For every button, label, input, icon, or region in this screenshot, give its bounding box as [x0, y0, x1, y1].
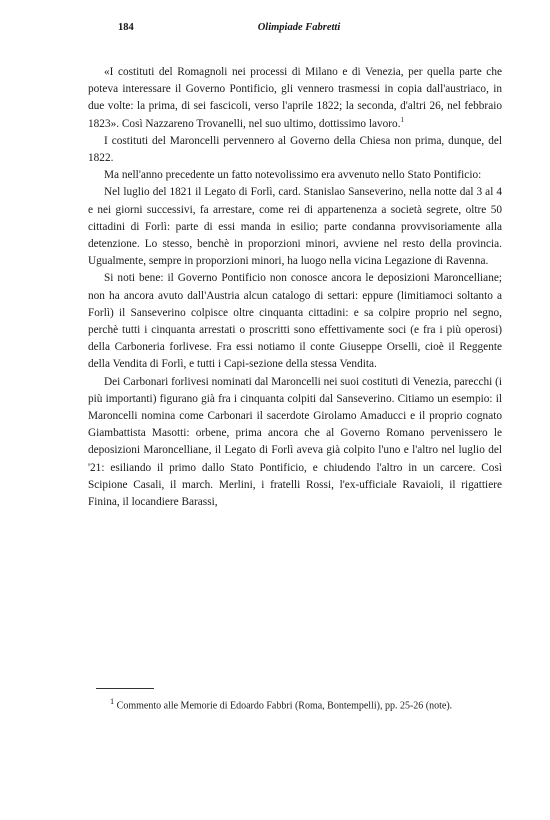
paragraph: Si noti bene: il Governo Pontificio non conosce ancora le deposizioni Maroncelliane; non ha ancora avuto dall'Austria alcun catalogo di settari: eppure (limitiamoci soltanto a Forlì) il Sanseverino colpisce oltre cinquanta cittadini: e sa colpire proprio nel segno, perchè tutti i cinquanta arrestati o proscritti sono effettivamente soci (e fra i più operosi) della Carboneria forlivese. Fra essi notiamo il conte Giuseppe Orselli, cioè il Reggente della Vendita di Forlì, e tutti i Capi-sezione della stessa Vendita.: [88, 272, 502, 371]
footnote-reference: 1: [400, 115, 405, 124]
paragraph: Nel luglio del 1821 il Legato di Forlì, card. Stanislao Sanseverino, nella notte dal 3 al 4 e nei giorni successivi, fa arrestare, come rei di appartenenza a società segrete, oltre 50 cittadini di Forlì: parte di essi manda in esilio; parte condanna provvisoriamente alla detenzione. Lo stesso, benchè in proporzioni minori, avviene nel resto della provincia. Ugualmente, sempre in proporzioni minori, ha luogo nella vicina Legazione di Ravenna.: [88, 186, 502, 268]
footnote-marker: 1: [110, 697, 115, 706]
footnote-text: Commento alle Memorie di Edoardo Fabbri (Roma, Bontempelli), pp. 25-26 (note).: [116, 700, 453, 712]
page-number: 184: [118, 22, 134, 33]
paragraph: Dei Carbonari forlivesi nominati dal Maroncelli nei suoi costituti di Venezia, parecchi (i più importanti) figurano già fra i cinquanta colpiti dal Sanseverino. Citiamo un esempio: il Maroncelli nomina come Carbonari il sacerdote Girolamo Amaducci e il proprio cognato Giambattista Masotti: orbene, prima ancora che al Governo Romano pervenissero le deposizioni Maroncelliane, il Legato di Forlì aveva già colpito l'uno e l'altro nel luglio del '21: esiliando il primo dallo Stato Pontificio, e chiudendo l'altro in un carcere. Così Scipione Casali, il march. Merlini, i fratelli Rossi, l'ex-ufficiale Ravaioli, il rigattiere Finina, il locandiere Barassi,: [88, 375, 502, 509]
paragraph: «I costituti del Romagnoli nei processi di Milano e di Venezia, per quella parte che poteva interessare il Governo Pontificio, gli vennero trasmessi in copia dall'austriaco, in due volte: la prima, di sei fascicoli, verso l'aprile 1822; la seconda, d'altri 26, nel febbraio 1823». Così Nazzareno Trovanelli, nel suo ultimo, dottissimo lavoro.$^1$: [88, 66, 502, 130]
body-text: [88, 64, 502, 511]
footnote-divider: [96, 688, 154, 689]
page-header: [118, 20, 480, 36]
paragraph: I costituti del Maroncelli pervennero al Governo della Chiesa non prima, dunque, del 1822.: [88, 134, 502, 165]
paragraph: Ma nell'anno precedente un fatto notevolissimo era avvenuto nello Stato Pontificio:: [104, 169, 482, 182]
running-title: Olimpiade Fabretti: [257, 22, 341, 33]
footnote: [96, 694, 502, 713]
